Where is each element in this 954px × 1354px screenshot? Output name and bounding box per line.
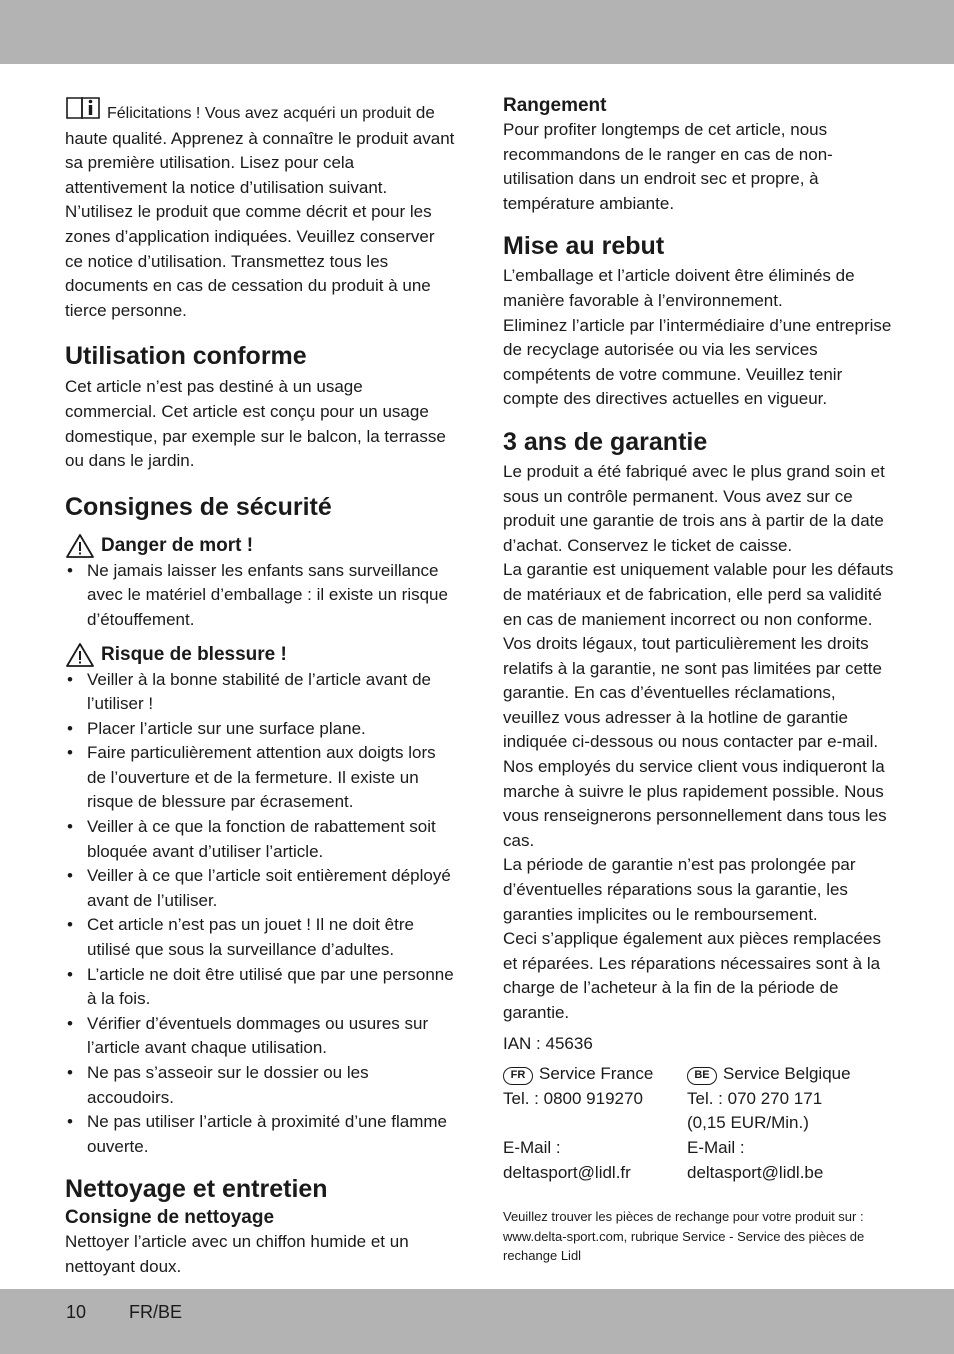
warning-triangle-icon bbox=[65, 533, 95, 559]
warning-triangle-icon bbox=[65, 642, 95, 668]
service-belgium-email-label: E-Mail : bbox=[687, 1137, 745, 1157]
list-item: • Placer l’article sur une surface plane. bbox=[65, 717, 457, 742]
list-item: • Veiller à la bonne stabilité de l’article avant de l’utiliser ! bbox=[65, 668, 457, 717]
disposal-text-1: L’emballage et l’article doivent être éliminés de manière favorable à l’environnement. bbox=[503, 266, 855, 310]
disposal-title: Mise au rebut bbox=[503, 232, 665, 261]
list-item: • Ne pas utiliser l’article à proximité d’une flamme ouverte. bbox=[65, 1110, 457, 1159]
storage-title: Rangement bbox=[503, 95, 607, 116]
ian-number: IAN : 45636 bbox=[503, 1033, 593, 1053]
service-belgium-email[interactable]: deltasport@lidl.be bbox=[687, 1162, 824, 1182]
danger-title: Danger de mort ! bbox=[101, 534, 254, 556]
info-book-icon bbox=[65, 94, 101, 121]
warranty-title: 3 ans de garantie bbox=[503, 427, 708, 456]
warranty-paragraph-3: La période de garantie n’est pas prolongée par d’éventuelles réparations sous la garantie, les garanties implicites ou le remboursement. bbox=[503, 855, 856, 924]
service-belgium-tel: Tel. : 070 270 171 bbox=[687, 1088, 823, 1108]
be-badge-icon: BE bbox=[687, 1067, 717, 1085]
list-item: • Veiller à ce que la fonction de rabattement soit bloquée avant d’utiliser l’article. bbox=[65, 815, 457, 864]
right-column bbox=[503, 94, 895, 1266]
injury-list bbox=[65, 668, 457, 1160]
danger-heading bbox=[65, 533, 457, 559]
list-item: • Veiller à ce que l’article soit entièrement déployé avant de l’utiliser. bbox=[65, 864, 457, 913]
service-france-email-label: E-Mail : bbox=[503, 1137, 561, 1157]
list-item: • Ne pas s’asseoir sur le dossier ou les accoudoirs. bbox=[65, 1061, 457, 1110]
left-column bbox=[65, 94, 457, 1280]
cleaning-text: Nettoyer l’article avec un chiffon humide et un nettoyant doux. bbox=[65, 1232, 409, 1276]
warranty-paragraph-1: Le produit a été fabriqué avec le plus grand soin et sous un contrôle permanent. Vous avez sur ce produit une garantie de trois ans à partir de la date d’achat. Conservez le ticket de caisse. bbox=[503, 461, 885, 555]
fr-badge-icon: FR bbox=[503, 1067, 533, 1085]
list-item: • Vérifier d’éventuels dommages ou usures sur l’article avant chaque utilisation. bbox=[65, 1012, 457, 1061]
service-france-tel: Tel. : 0800 919270 bbox=[503, 1088, 643, 1108]
service-france-label: Service France bbox=[539, 1064, 654, 1084]
list-item: • Faire particulièrement attention aux doigts lors de l’ouverture et de la fermeture. Il existe un risque de blessure par écrasement. bbox=[65, 741, 457, 815]
warranty-paragraph-4: Ceci s’applique également aux pièces remplacées et réparées. Les réparations nécessaires sont à la charge de l’acheteur à la fin de la période de garantie. bbox=[503, 929, 881, 1022]
list-item: • Cet article n’est pas un jouet ! Il ne doit être utilisé que sous la surveillance d’adultes. bbox=[65, 913, 457, 962]
intro-first-line: Félicitations ! Vous avez acquéri un produit bbox=[107, 105, 412, 122]
intro-paragraph bbox=[65, 94, 457, 323]
injury-title: Risque de blessure ! bbox=[101, 643, 287, 665]
page-number: 10 bbox=[66, 1302, 87, 1322]
language-code: FR/BE bbox=[129, 1302, 183, 1322]
cleaning-subtitle: Consigne de nettoyage bbox=[65, 1207, 275, 1229]
service-france bbox=[503, 1062, 687, 1185]
service-france-email[interactable]: deltasport@lidl.fr bbox=[503, 1162, 631, 1182]
service-belgium bbox=[687, 1062, 895, 1185]
usage-text: Cet article n’est pas destiné à un usage commercial. Cet article est conçu pour un usage domestique, par exemple sur le balcon, la terrasse ou dans le jardin. bbox=[65, 377, 446, 471]
list-item: • Ne jamais laisser les enfants sans surveillance avec le matériel d’emballage : il existe un risque d’étouffement. bbox=[65, 559, 457, 633]
list-item: • L’article ne doit être utilisé que par une personne à la fois. bbox=[65, 963, 457, 1012]
usage-title: Utilisation conforme bbox=[65, 342, 307, 371]
storage-text: Pour profiter longtemps de cet article, nous recommandons de le ranger en cas de non-utilisation dans un endroit sec et propre, à température ambiante. bbox=[503, 120, 833, 213]
disposal-text-2: Eliminez l’article par l’intermédiaire d’une entreprise de recyclage autorisée ou via les services compétents de votre commune. Veuillez tenir compte des directives actuelles en vigueur. bbox=[503, 315, 892, 409]
intro-rest: de haute qualité. Apprenez à connaître le produit avant sa première utilisation. Lisez pour cela attentivement la notice d’utilisation suivant. N’utilisez le produit que comme décrit et pour les zones d’application indiquées. Veuillez conserver ce notice d’utilisation. Transmettez tous les documents en cas de cessation du produit à une tierce personne. bbox=[65, 103, 455, 320]
injury-heading bbox=[65, 642, 457, 668]
cleaning-title: Nettoyage et entretien bbox=[65, 1175, 328, 1204]
service-contacts bbox=[503, 1062, 895, 1185]
danger-list bbox=[65, 559, 457, 633]
header-band bbox=[0, 0, 954, 64]
service-belgium-label: Service Belgique bbox=[723, 1064, 851, 1084]
spare-parts-footnote: Veuillez trouver les pièces de rechange pour votre produit sur : www.delta-sport.com, rubrique Service - Service des pièces de rechange Lidl bbox=[503, 1209, 865, 1264]
warranty-paragraph-2: La garantie est uniquement valable pour les défauts de matériaux et de fabrication, elle perd sa validité en cas de maniement incorrect ou non conforme. Vos droits légaux, tout particulièrement les droits relatifs à la garantie, ne sont pas limitées par cette garantie. En cas d’éventuelles réclamations, veuillez vous adresser à la hotline de garantie indiquée ci-dessous ou nous contacter par e-mail. Nos employés du service client vous indiqueront la marche à suivre le plus rapidement possible. Nous vous renseignerons personnellement dans tous les cas. bbox=[503, 560, 894, 850]
service-belgium-rate: (0,15 EUR/Min.) bbox=[687, 1113, 809, 1133]
safety-title: Consignes de sécurité bbox=[65, 492, 332, 521]
